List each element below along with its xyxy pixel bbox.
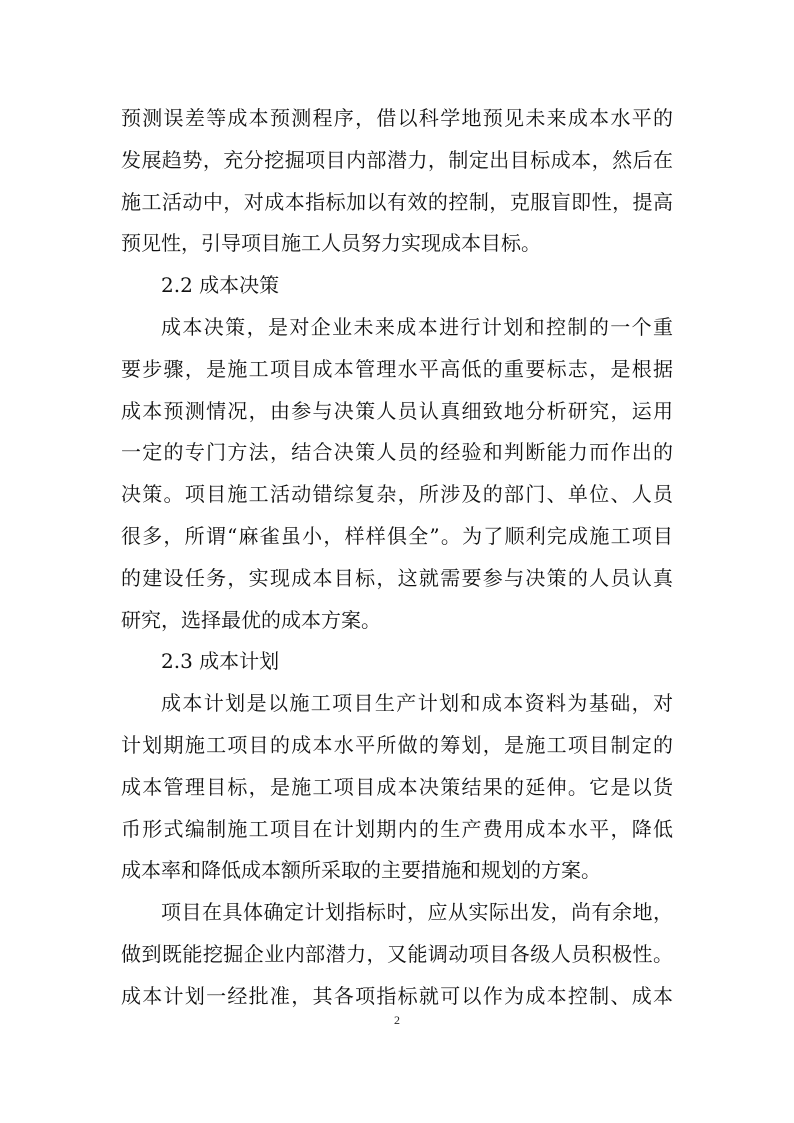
page-number: 2 xyxy=(394,1013,400,1027)
text-line: 发展趋势，充分挖掘项目内部潜力，制定出目标成本，然后在 xyxy=(121,147,673,172)
text-line: 计划期施工项目的成本水平所做的筹划，是施工项目制定的 xyxy=(121,732,673,757)
text-line: 的建设任务，实现成本目标，这就需要参与决策的人员认真 xyxy=(121,565,673,590)
text-line: 成本决策，是对企业未来成本进行计划和控制的一个重 xyxy=(161,314,673,339)
section-heading: 2.3 成本计划 xyxy=(161,649,280,674)
text-line: 一定的专门方法，结合决策人员的经验和判断能力而作出的 xyxy=(121,440,673,465)
text-line: 施工活动中，对成本指标加以有效的控制，克服盲即性，提高 xyxy=(121,189,673,214)
text-line: 成本预测情况，由参与决策人员认真细致地分析研究，运用 xyxy=(121,398,673,423)
text-line: 币形式编制施工项目在计划期内的生产费用成本水平，降低 xyxy=(121,816,673,841)
text-line: 项目在具体确定计划指标时，应从实际出发，尚有余地， xyxy=(161,900,673,925)
text-line: 预测误差等成本预测程序，借以科学地预见未来成本水平的 xyxy=(121,106,673,130)
text-line: 成本计划是以施工项目生产计划和成本资料为基础，对 xyxy=(161,691,673,716)
text-line: 成本管理目标，是施工项目成本决策结果的延伸。它是以货 xyxy=(121,774,673,799)
text-line: 成本计划一经批准，其各项指标就可以作为成本控制、成本 xyxy=(121,983,673,1008)
text-line: 要步骤，是施工项目成本管理水平高低的重要标志，是根据 xyxy=(121,356,673,381)
text-line: 很多，所谓“麻雀虽小，样样俱全”。为了顺利完成施工项目 xyxy=(121,523,673,548)
text-line: 成本率和降低成本额所采取的主要措施和规划的方案。 xyxy=(121,858,601,883)
text-line: 决策。项目施工活动错综复杂，所涉及的部门、单位、人员 xyxy=(121,482,673,507)
section-heading: 2.2 成本决策 xyxy=(161,273,280,298)
text-line: 预见性，引导项目施工人员努力实现成本目标。 xyxy=(121,231,541,256)
body-text xyxy=(121,98,673,1018)
text-line: 做到既能挖掘企业内部潜力，又能调动项目各级人员积极性。 xyxy=(121,941,673,966)
text-line: 研究，选择最优的成本方案。 xyxy=(121,607,381,632)
